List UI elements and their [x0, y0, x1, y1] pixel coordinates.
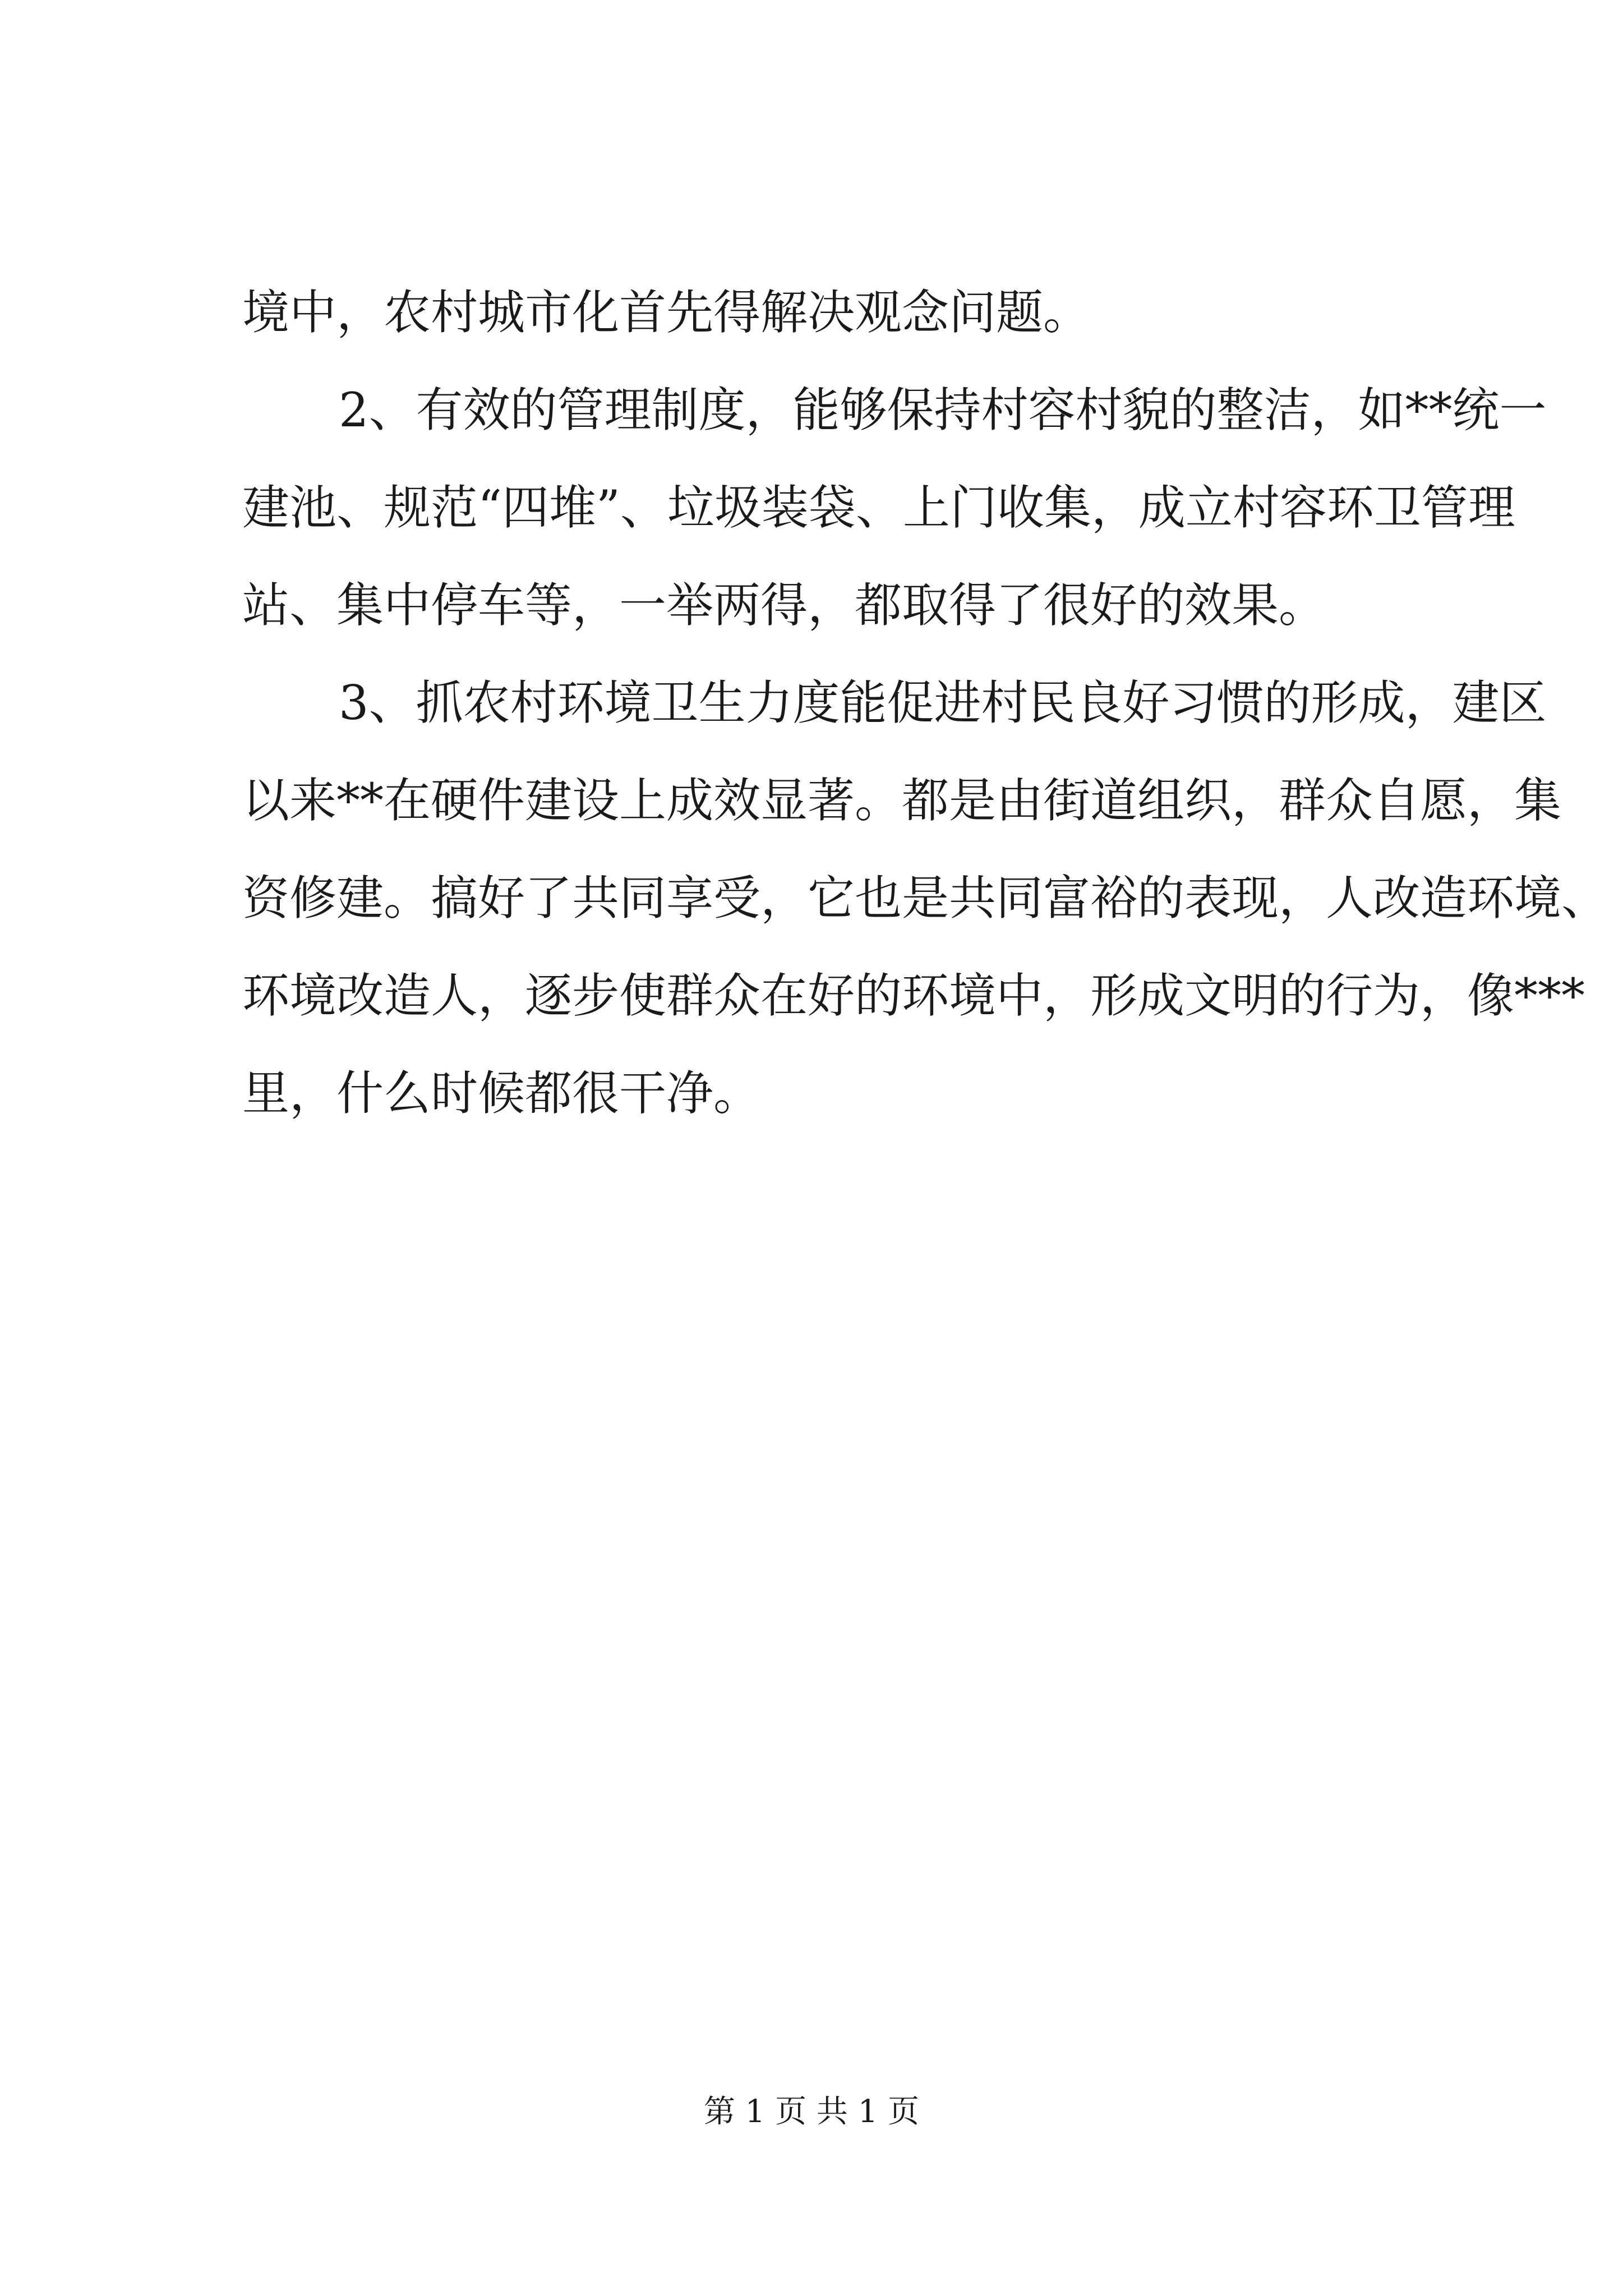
text-line: 以来**在硬件建设上成效显著。都是由街道组织，群众自愿，集	[242, 773, 1562, 828]
text-line: 境中，农村城市化首先得解决观念问题。	[242, 285, 1091, 340]
page-number-footer: 第 1 页 共 1 页	[703, 2093, 920, 2130]
text-line: 建池、规范“四堆”、垃圾装袋、上门收集，成立村容环卫管理	[242, 480, 1515, 535]
text-line: 环境改造人，逐步使群众在好的环境中，形成文明的行为，像***	[242, 968, 1585, 1023]
text-line: 里，什么时候都很干净。	[242, 1066, 761, 1121]
text-line: 站、集中停车等，一举两得，都取得了很好的效果。	[242, 578, 1326, 633]
text-line: 2、有效的管理制度，能够保持村容村貌的整洁，如**统一	[339, 383, 1547, 438]
document-body	[242, 264, 1609, 1142]
text-line: 3、抓农村环境卫生力度能促进村民良好习惯的形成，建区	[339, 675, 1547, 730]
text-line: 资修建。搞好了共同享受，它也是共同富裕的表现，人改造环境、	[242, 871, 1609, 926]
